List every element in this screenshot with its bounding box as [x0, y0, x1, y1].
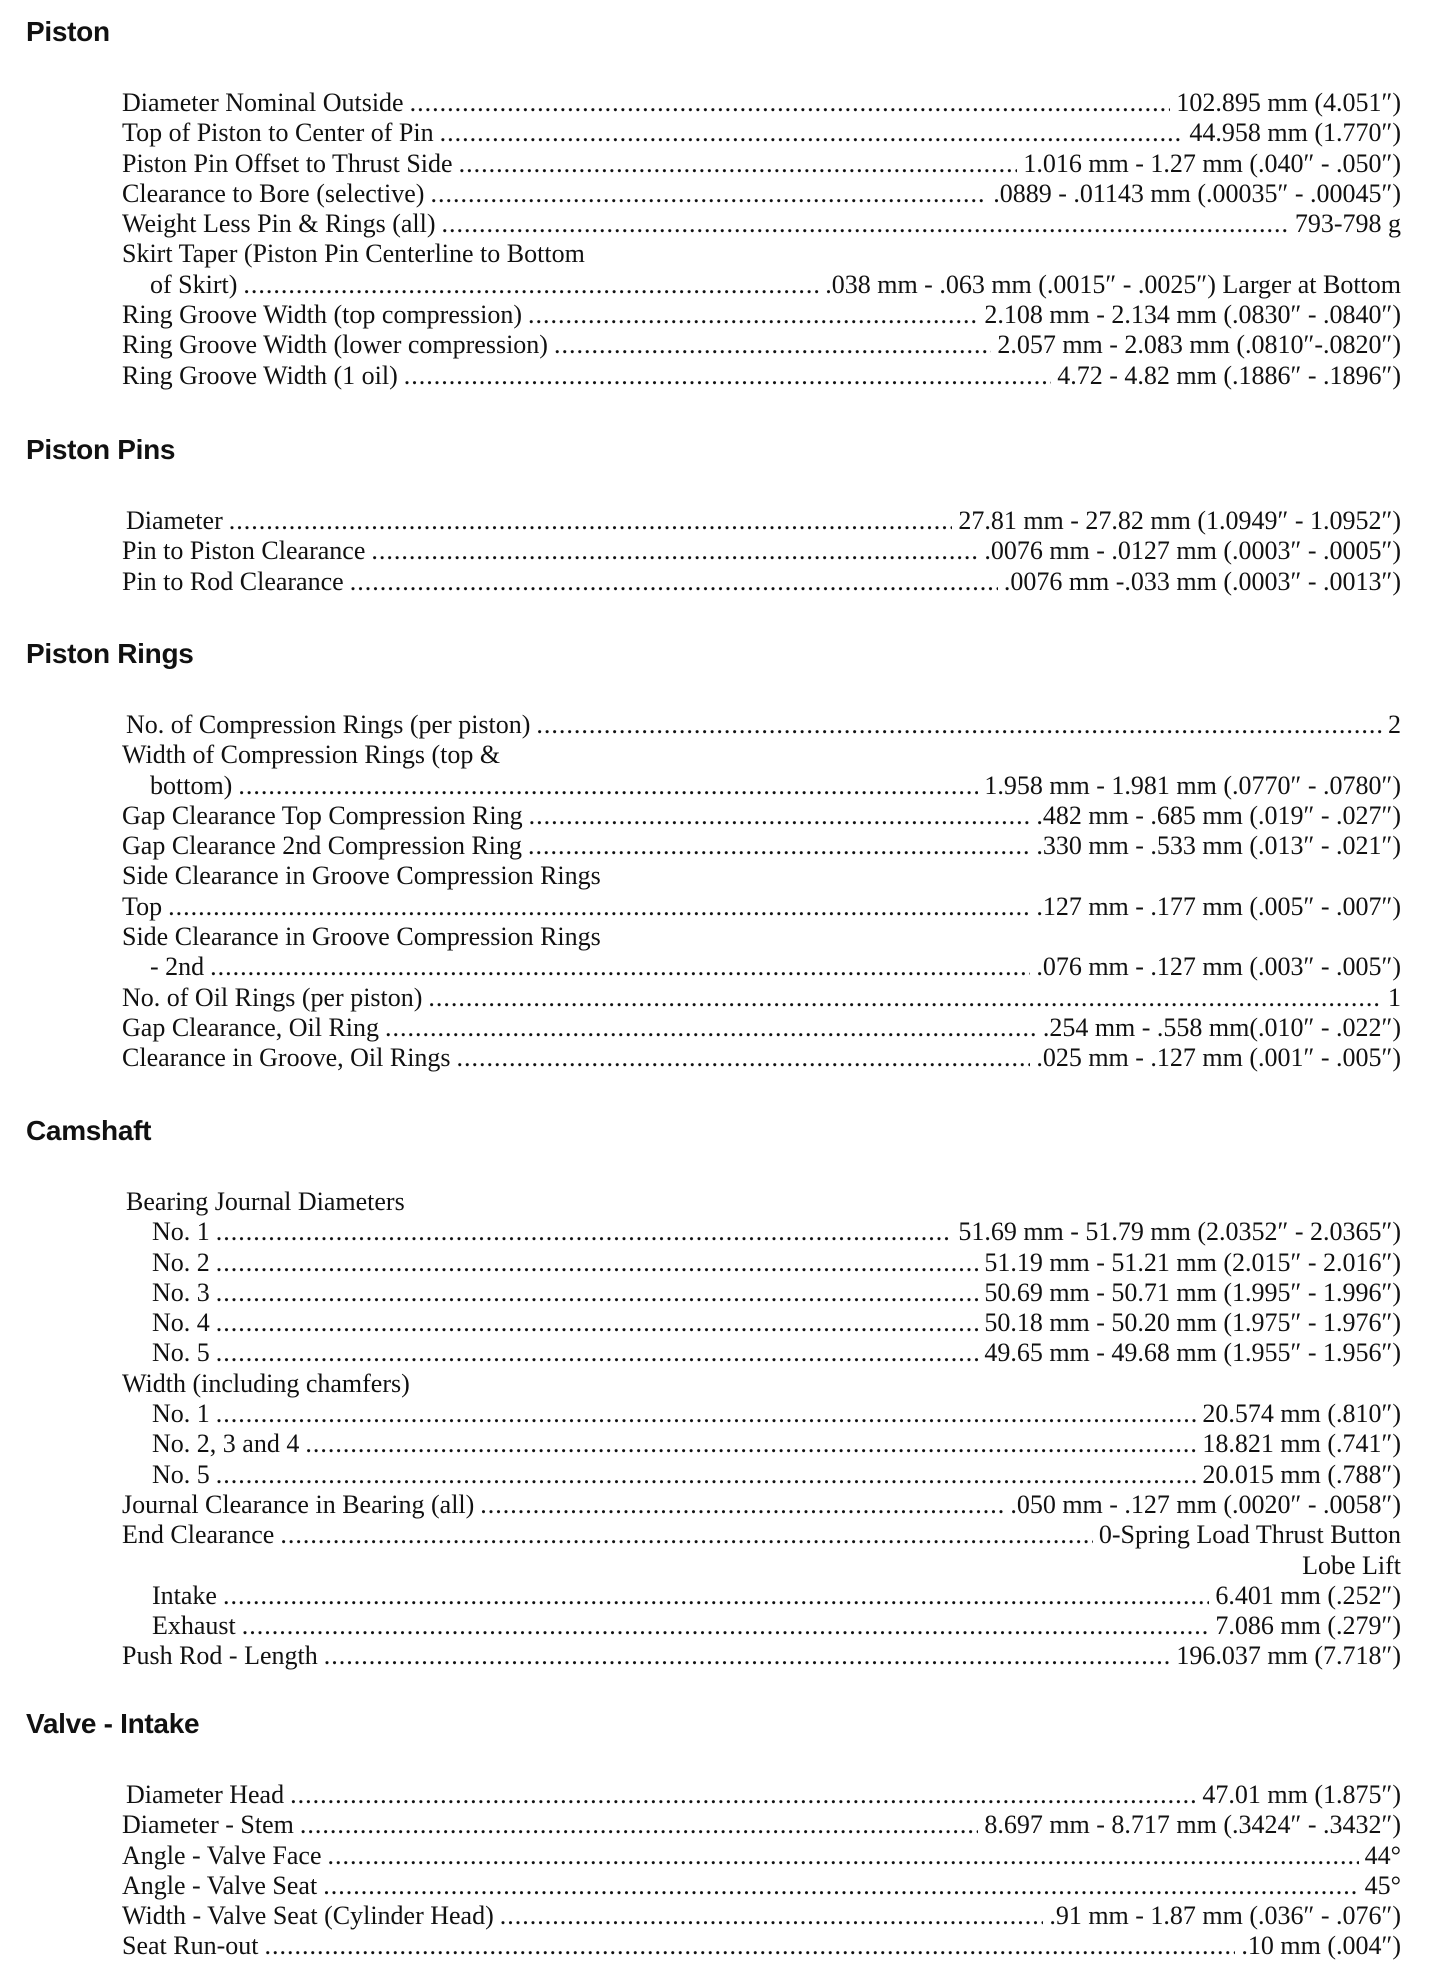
spec-label: No. 2: [152, 1247, 210, 1277]
spec-row: [122, 149, 1401, 179]
spec-value: .025 mm - .127 mm (.001″ - .005″): [1036, 1043, 1401, 1073]
section-title: Piston Rings: [26, 638, 194, 669]
spec-row: [122, 1810, 1401, 1840]
spec-row: [122, 179, 1401, 209]
spec-label: Diameter Head: [126, 1780, 285, 1809]
spec-label: bottom): [150, 770, 233, 800]
spec-value: 8.697 mm - 8.717 mm (.3424″ - .3432″): [984, 1810, 1401, 1840]
spec-label: No. 5: [152, 1459, 210, 1489]
spec-row-heading: [122, 861, 1401, 891]
spec-value: 18.821 mm (.741″): [1202, 1429, 1401, 1459]
spec-value: .10 mm (.004″): [1241, 1931, 1401, 1961]
spec-value: 27.81 mm - 27.82 mm (1.0949″ - 1.0952″): [958, 506, 1401, 535]
leader-dots: [528, 831, 1030, 861]
spec-value: .330 mm - .533 mm (.013″ - .021″): [1036, 831, 1401, 861]
spec-list: [122, 88, 1401, 391]
spec-row: [122, 1429, 1401, 1459]
spec-label: - 2nd: [150, 952, 205, 982]
leader-dots: [216, 1308, 979, 1338]
leader-dots: [430, 179, 987, 209]
spec-label: Diameter Nominal Outside: [122, 88, 404, 117]
spec-label: Side Clearance in Groove Compression Rings: [122, 922, 601, 952]
spec-row: [122, 330, 1401, 360]
spec-value: .91 mm - 1.87 mm (.036″ - .076″): [1049, 1901, 1401, 1931]
spec-value: .127 mm - .177 mm (.005″ - .007″): [1036, 891, 1401, 921]
spec-row: [122, 1217, 1401, 1247]
leader-dots: [216, 1248, 979, 1278]
spec-label: Diameter: [126, 506, 223, 535]
spec-label: Width (including chamfers): [122, 1368, 410, 1398]
section-title: Valve - Intake: [26, 1708, 200, 1739]
spec-value: 7.086 mm (.279″): [1215, 1611, 1401, 1641]
spec-row: [122, 1043, 1401, 1073]
spec-value: 1.016 mm - 1.27 mm (.040″ - .050″): [1023, 148, 1401, 178]
spec-label: Intake: [152, 1580, 217, 1610]
leader-dots: [305, 1429, 1196, 1459]
spec-value: 2.057 mm - 2.083 mm (.0810″-.0820″): [997, 330, 1401, 360]
spec-label: No. 1: [152, 1217, 210, 1247]
spec-row: [122, 118, 1401, 148]
spec-row: [122, 1308, 1401, 1338]
spec-row: [122, 1278, 1401, 1308]
spec-value: 45°: [1364, 1870, 1401, 1900]
spec-row: [122, 209, 1401, 239]
leader-dots: [216, 1217, 953, 1247]
spec-value: 102.895 mm (4.051″): [1176, 88, 1401, 117]
spec-row: [122, 1780, 1401, 1810]
leader-dots: [210, 952, 1030, 982]
leader-dots: [404, 361, 1051, 391]
spec-value: .076 mm - .127 mm (.003″ - .005″): [1036, 952, 1401, 982]
spec-list: [122, 1187, 1401, 1672]
spec-row: [122, 952, 1401, 982]
leader-dots: [300, 1810, 978, 1840]
spec-label: Ring Groove Width (top compression): [122, 300, 522, 330]
leader-dots: [168, 892, 1030, 922]
spec-label: Width - Valve Seat (Cylinder Head): [122, 1901, 494, 1931]
spec-label: Weight Less Pin & Rings (all): [122, 209, 436, 239]
spec-label: Width of Compression Rings (top &: [122, 740, 501, 770]
spec-row: [122, 1520, 1401, 1550]
leader-dots: [328, 1841, 1359, 1871]
spec-row: [122, 1581, 1401, 1611]
spec-label: Gap Clearance Top Compression Ring: [122, 800, 523, 830]
spec-value: 6.401 mm (.252″): [1215, 1580, 1401, 1610]
spec-row: [122, 1931, 1401, 1961]
spec-label: Lobe Lift: [1302, 1550, 1401, 1580]
spec-list: [122, 1780, 1401, 1962]
spec-row: [122, 892, 1401, 922]
leader-dots: [371, 536, 978, 566]
spec-row-heading: [122, 239, 1401, 269]
spec-label: Pin to Rod Clearance: [122, 566, 344, 596]
spec-label: Gap Clearance 2nd Compression Ring: [122, 831, 523, 861]
spec-value: .254 mm - .558 mm(.010″ - .022″): [1042, 1012, 1401, 1042]
leader-dots: [528, 300, 978, 330]
spec-value: .0076 mm - .0127 mm (.0003″ - .0005″): [984, 536, 1401, 566]
spec-row: [122, 506, 1401, 536]
leader-dots: [385, 1013, 1037, 1043]
spec-value: 0-Spring Load Thrust Button: [1098, 1520, 1401, 1550]
spec-value: 2.108 mm - 2.134 mm (.0830″ - .0840″): [984, 300, 1401, 330]
spec-value: .0889 - .01143 mm (.00035″ - .00045″): [993, 178, 1401, 208]
spec-row: [122, 536, 1401, 566]
spec-row: [122, 1611, 1401, 1641]
spec-value: 50.18 mm - 50.20 mm (1.975″ - 1.976″): [984, 1308, 1401, 1338]
spec-row: [122, 831, 1401, 861]
spec-value: 50.69 mm - 50.71 mm (1.995″ - 1.996″): [984, 1277, 1401, 1307]
spec-value: 1: [1388, 982, 1401, 1012]
leader-dots: [480, 1490, 1004, 1520]
spec-row: [122, 1399, 1401, 1429]
spec-row: [122, 1490, 1401, 1520]
spec-row-heading: [122, 1369, 1401, 1399]
spec-row: [122, 1460, 1401, 1490]
spec-value: 51.69 mm - 51.79 mm (2.0352″ - 2.0365″): [958, 1217, 1401, 1247]
spec-value: 793-798 g: [1294, 209, 1401, 239]
spec-label: Ring Groove Width (lower compression): [122, 330, 548, 360]
section-title: Piston: [26, 16, 110, 47]
spec-row: [122, 710, 1401, 740]
spec-label: No. 4: [152, 1308, 210, 1338]
spec-value: .482 mm - .685 mm (.019″ - .027″): [1036, 800, 1401, 830]
spec-label: Piston Pin Offset to Thrust Side: [122, 148, 453, 178]
spec-label: Angle - Valve Face: [122, 1840, 322, 1870]
leader-dots: [350, 567, 998, 597]
leader-dots: [290, 1780, 1196, 1810]
spec-list: [122, 506, 1401, 597]
leader-dots: [242, 1611, 1210, 1641]
leader-dots: [216, 1399, 1197, 1429]
spec-row-heading: [122, 740, 1401, 770]
leader-dots: [536, 710, 1382, 740]
spec-value: .038 mm - .063 mm (.0015″ - .0025″) Larger at Bottom: [825, 269, 1401, 299]
spec-row: [122, 361, 1401, 391]
spec-label: No. 1: [152, 1399, 210, 1429]
spec-row-heading: [122, 1187, 1401, 1217]
spec-row: [122, 801, 1401, 831]
spec-list: [122, 710, 1401, 1074]
spec-value: .0076 mm -.033 mm (.0003″ - .0013″): [1003, 566, 1401, 596]
spec-value: 51.19 mm - 51.21 mm (2.015″ - 2.016″): [984, 1247, 1401, 1277]
leader-dots: [280, 1520, 1093, 1550]
spec-value: 4.72 - 4.82 mm (.1886″ - .1896″): [1057, 360, 1401, 390]
leader-dots: [223, 1581, 1209, 1611]
spec-label: Side Clearance in Groove Compression Rings: [122, 861, 601, 891]
spec-label: Top: [122, 891, 163, 921]
section-title: Piston Pins: [26, 434, 176, 465]
leader-dots: [216, 1278, 979, 1308]
spec-value: 47.01 mm (1.875″): [1202, 1780, 1401, 1809]
spec-row: [122, 1841, 1401, 1871]
spec-label: Bearing Journal Diameters: [126, 1187, 405, 1216]
leader-dots: [428, 983, 1382, 1013]
leader-dots: [243, 270, 819, 300]
spec-row: [122, 1871, 1401, 1901]
spec-row: [122, 1901, 1401, 1931]
spec-value: 44°: [1364, 1840, 1401, 1870]
spec-row: [122, 567, 1401, 597]
spec-value: 20.015 mm (.788″): [1202, 1459, 1401, 1489]
leader-dots: [442, 209, 1289, 239]
spec-row: [122, 771, 1401, 801]
leader-dots: [323, 1871, 1358, 1901]
spec-row: [122, 1338, 1401, 1368]
leader-dots: [440, 118, 1184, 148]
leader-dots: [457, 1043, 1031, 1073]
spec-label: No. of Compression Rings (per piston): [126, 710, 531, 739]
spec-value: 49.65 mm - 49.68 mm (1.955″ - 1.956″): [984, 1338, 1401, 1368]
leader-dots: [229, 506, 953, 536]
spec-label: Seat Run-out: [122, 1931, 259, 1961]
spec-row: [122, 1013, 1401, 1043]
spec-label: Clearance in Groove, Oil Rings: [122, 1043, 451, 1073]
spec-label: Top of Piston to Center of Pin: [122, 118, 434, 148]
spec-label: End Clearance: [122, 1520, 275, 1550]
spec-label: No. of Oil Rings (per piston): [122, 982, 423, 1012]
spec-label: Skirt Taper (Piston Pin Centerline to Bottom: [122, 239, 585, 269]
spec-label: No. 2, 3 and 4: [152, 1429, 300, 1459]
spec-label: Gap Clearance, Oil Ring: [122, 1012, 380, 1042]
leader-dots: [554, 330, 991, 360]
leader-dots: [216, 1338, 979, 1368]
leader-dots: [500, 1901, 1044, 1931]
spec-value: .050 mm - .127 mm (.0020″ - .0058″): [1010, 1489, 1401, 1519]
spec-row-subheading: [122, 1551, 1401, 1581]
spec-row: [122, 1641, 1401, 1671]
section-title: Camshaft: [26, 1115, 152, 1146]
spec-label: Ring Groove Width (1 oil): [122, 360, 398, 390]
leader-dots: [324, 1641, 1171, 1671]
spec-label: Diameter - Stem: [122, 1810, 294, 1840]
leader-dots: [238, 771, 978, 801]
leader-dots: [529, 801, 1031, 831]
leader-dots: [216, 1460, 1197, 1490]
spec-label: No. 3: [152, 1277, 210, 1307]
leader-dots: [265, 1931, 1236, 1961]
spec-label: No. 5: [152, 1338, 210, 1368]
spec-row: [122, 88, 1401, 118]
spec-label: Pin to Piston Clearance: [122, 536, 366, 566]
spec-label: Angle - Valve Seat: [122, 1870, 318, 1900]
spec-value: 196.037 mm (7.718″): [1176, 1641, 1401, 1671]
spec-row: [122, 300, 1401, 330]
spec-label: Clearance to Bore (selective): [122, 178, 425, 208]
leader-dots: [459, 149, 1018, 179]
spec-value: 1.958 mm - 1.981 mm (.0770″ - .0780″): [984, 770, 1401, 800]
spec-value: 2: [1388, 710, 1401, 739]
spec-row: [122, 270, 1401, 300]
spec-label: Exhaust: [152, 1611, 236, 1641]
spec-label: of Skirt): [150, 269, 238, 299]
spec-row: [122, 1248, 1401, 1278]
spec-value: 20.574 mm (.810″): [1202, 1399, 1401, 1429]
spec-value: 44.958 mm (1.770″): [1189, 118, 1401, 148]
spec-label: Journal Clearance in Bearing (all): [122, 1489, 475, 1519]
spec-row: [122, 983, 1401, 1013]
spec-label: Push Rod - Length: [122, 1641, 318, 1671]
leader-dots: [410, 88, 1171, 118]
spec-row-heading: [122, 922, 1401, 952]
